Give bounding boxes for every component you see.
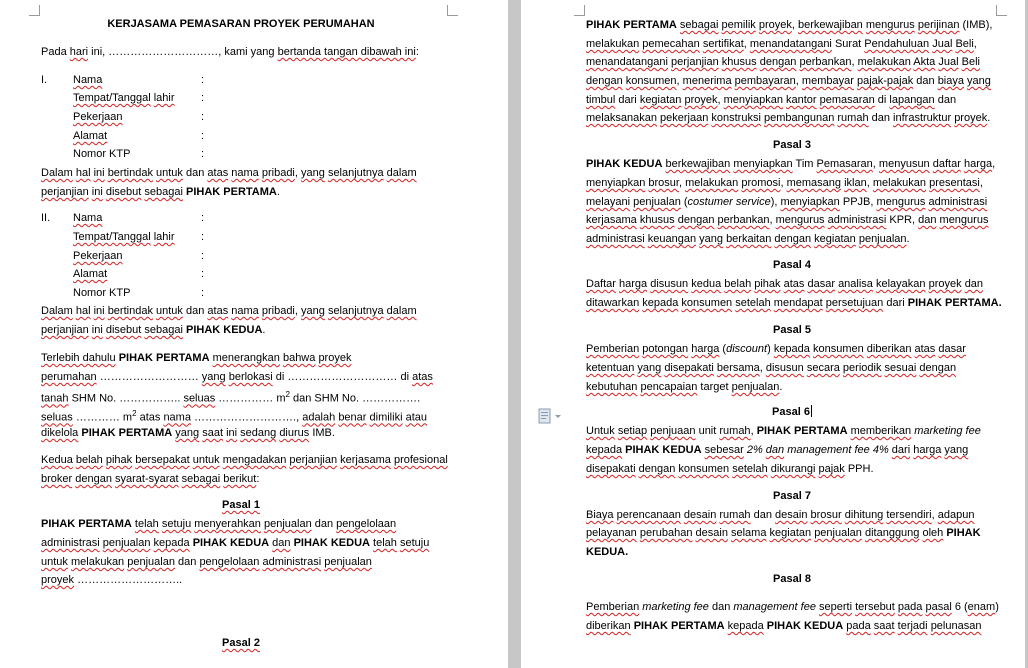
- pasal-5-heading: Pasal 5: [773, 324, 811, 336]
- pasal-4-heading: Pasal 4: [773, 259, 811, 271]
- pasal-7-line: Biaya perencanaan desain rumah dan desain brosur dihitung tersendiri, adapun: [586, 509, 975, 521]
- pasal-5-line: Pemberian potongan harga (discount) kepada konsumen diberikan atas dasar: [586, 343, 966, 355]
- pasal-7-line: pelayanan perubahan desain selama kegiatan penjualan ditanggung oleh PIHAK: [586, 527, 981, 539]
- party1-colon: :: [201, 111, 205, 123]
- party1-field-ktp: Nomor KTP: [73, 148, 131, 160]
- party1-colon: :: [201, 148, 205, 160]
- pasal-1-heading: Pasal 1: [222, 499, 260, 511]
- pasal-6-line: kepada PIHAK KEDUA sebesar 2% dan management fee 4% dari harga yang: [586, 444, 969, 456]
- pasal-5-line: ketentuan yang disepakati bersama, disusun secara periodik sesuai dengan: [586, 362, 957, 374]
- party2-field-birth: Tempat/Tanggal lahir: [73, 231, 175, 243]
- pasal-3-line: administrasi keuangan yang berkaitan dengan kegiatan penjualan.: [586, 233, 910, 245]
- pasal-3-line: kerjasama khusus dengan perbankan, mengurus administrasi KPR, dan mengurus: [586, 214, 989, 226]
- preamble-line: seluas ………… $m^2$ atas nama ………………………., adalah benar dimiliki atau: [41, 409, 427, 424]
- pasal-4-line: Daftar harga disusun kedua belah pihak atas dasar analisa kelayakan proyek dan: [586, 278, 984, 290]
- crop-mark: [574, 5, 585, 16]
- party1-field-job: Pekerjaan: [73, 111, 123, 123]
- pasal-6-line: Untuk setiap penjuaan unit rumah, PIHAK PERTAMA memberikan marketing fee: [586, 425, 981, 437]
- party1-colon: :: [201, 74, 205, 86]
- text-cursor: [811, 405, 812, 417]
- pasal-2-line: PIHAK PERTAMA sebagai pemilik proyek, berkewajiban mengurus perijinan (IMB),: [586, 19, 993, 31]
- party1-field-address: Alamat: [73, 130, 108, 142]
- preamble-line: dikelola PIHAK PERTAMA yang saat ini sedang diurus IMB.: [41, 427, 335, 439]
- crop-mark: [447, 5, 458, 16]
- intro-line: Pada hari ini, …………………………, kami yang bertanda tangan dibawah ini:: [41, 46, 419, 58]
- document-page-left[interactable]: [0, 0, 508, 668]
- agreement-line: Kedua belah pihak bersepakat untuk mengadakan perjanjian kerjasama profesional: [41, 454, 448, 466]
- preamble-line: tanah SHM No. …………….. seluas …………… $m^2$ dan SHM No. …………….: [41, 390, 421, 405]
- party2-field-job: Pekerjaan: [73, 250, 123, 262]
- pasal-4-line: ditawarkan kepada konsumen setelah mendapat persetujuan dari PIHAK PERTAMA.: [586, 297, 1002, 309]
- pasal-1-line: untuk melakukan penjualan dan pengelolaan administrasi penjualan: [41, 556, 372, 568]
- party2-field-ktp: Nomor KTP: [73, 287, 131, 299]
- party1-field-birth: Tempat/Tanggal lahir: [73, 92, 175, 104]
- party2-statement-line: Dalam hal ini bertindak untuk dan atas nama pribadi, yang selanjutnya dalam: [41, 305, 417, 317]
- party1-field-name: Nama: [73, 74, 103, 86]
- pasal-8-line: diberikan PIHAK PERTAMA kepada PIHAK KEDUA pada saat terjadi pelunasan: [586, 620, 982, 632]
- party2-numeral: II.: [41, 212, 51, 224]
- preamble-line: perumahan ……………………… yang berlokasi di ………………………… di atas: [41, 371, 433, 383]
- party2-field-name: Nama: [73, 212, 103, 224]
- party2-field-address: Alamat: [73, 268, 108, 280]
- pasal-1-line: PIHAK PERTAMA telah setuju menyerahkan penjualan dan pengelolaan: [41, 518, 397, 530]
- paste-options-icon[interactable]: [538, 408, 564, 424]
- party1-colon: :: [201, 92, 205, 104]
- pasal-7-line: KEDUA.: [586, 546, 629, 558]
- pasal-2-line: melakukan pemecahan sertifikat, menandatangani Surat Pendahuluan Jual Beli,: [586, 38, 977, 50]
- preamble-line: Terlebih dahulu PIHAK PERTAMA menerangkan bahwa proyek: [41, 352, 352, 364]
- pasal-3-line: PIHAK KEDUA berkewajiban menyiapkan Tim Pemasaran, menyusun daftar harga,: [586, 158, 996, 170]
- pasal-2-heading: Pasal 2: [222, 637, 260, 649]
- party1-colon: :: [201, 130, 205, 142]
- party2-colon: :: [201, 287, 205, 299]
- pasal-1-line: administrasi penjualan kepada PIHAK KEDUA dan PIHAK KEDUA telah setuju: [41, 537, 430, 549]
- pasal-3-heading: Pasal 3: [773, 139, 811, 151]
- pasal-2-line: menandatangani perjanjian khusus dengan perbankan, melakukan Akta Jual Beli: [586, 56, 980, 68]
- party2-statement-line: perjanjian ini disebut sebagai PIHAK KEDUA.: [41, 324, 266, 336]
- party2-colon: :: [201, 250, 205, 262]
- pasal-6-line: disepakati dengan konsumen setelah dikurangi pajak PPH.: [586, 463, 874, 475]
- pasal-5-line: kebutuhan pencapaian target penjualan.: [586, 381, 783, 393]
- pasal-2-line: dengan konsumen, menerima pembayaran, membayar pajak-pajak dan biaya yang: [586, 75, 991, 87]
- party1-statement-line: perjanjian ini disebut sebagai PIHAK PERTAMA.: [41, 186, 280, 198]
- pasal-1-line: proyek ………………………..: [41, 574, 183, 586]
- pasal-8-heading: Pasal 8: [773, 573, 811, 585]
- party2-colon: :: [201, 231, 205, 243]
- clipboard-icon: [538, 408, 564, 424]
- party1-statement-line: Dalam hal ini bertindak untuk dan atas nama pribadi, yang selanjutnya dalam: [41, 167, 417, 179]
- document-title: KERJASAMA PEMASARAN PROYEK PERUMAHAN: [107, 18, 375, 30]
- party2-colon: :: [201, 212, 205, 224]
- pasal-8-line: Pemberian marketing fee dan management fee seperti tersebut pada pasal 6 (enam): [586, 601, 999, 613]
- pasal-7-heading: Pasal 7: [773, 490, 811, 502]
- agreement-line: broker dengan syarat-syarat sebagai berikut:: [41, 473, 260, 485]
- pasal-2-line: timbul dari kegiatan proyek, menyiapkan kantor pemasaran di lapangan dan: [586, 94, 957, 106]
- party1-numeral: I.: [41, 74, 48, 86]
- crop-mark: [29, 5, 40, 16]
- pasal-3-line: melayani penjualan (costumer service), menyiapkan PPJB, mengurus administrasi: [586, 196, 988, 208]
- pasal-2-line: melaksanakan pekerjaan konstruksi pembangunan rumah dan infrastruktur proyek.: [586, 112, 991, 124]
- chevron-down-icon: [555, 415, 561, 418]
- pasal-3-line: menyiapkan brosur, melakukan promosi, memasang iklan, melakukan presentasi,: [586, 177, 983, 189]
- crop-mark: [996, 5, 1007, 16]
- pasal-6-heading[interactable]: Pasal 6: [772, 406, 810, 418]
- party2-colon: :: [201, 268, 205, 280]
- document-page-right[interactable]: [521, 0, 1025, 668]
